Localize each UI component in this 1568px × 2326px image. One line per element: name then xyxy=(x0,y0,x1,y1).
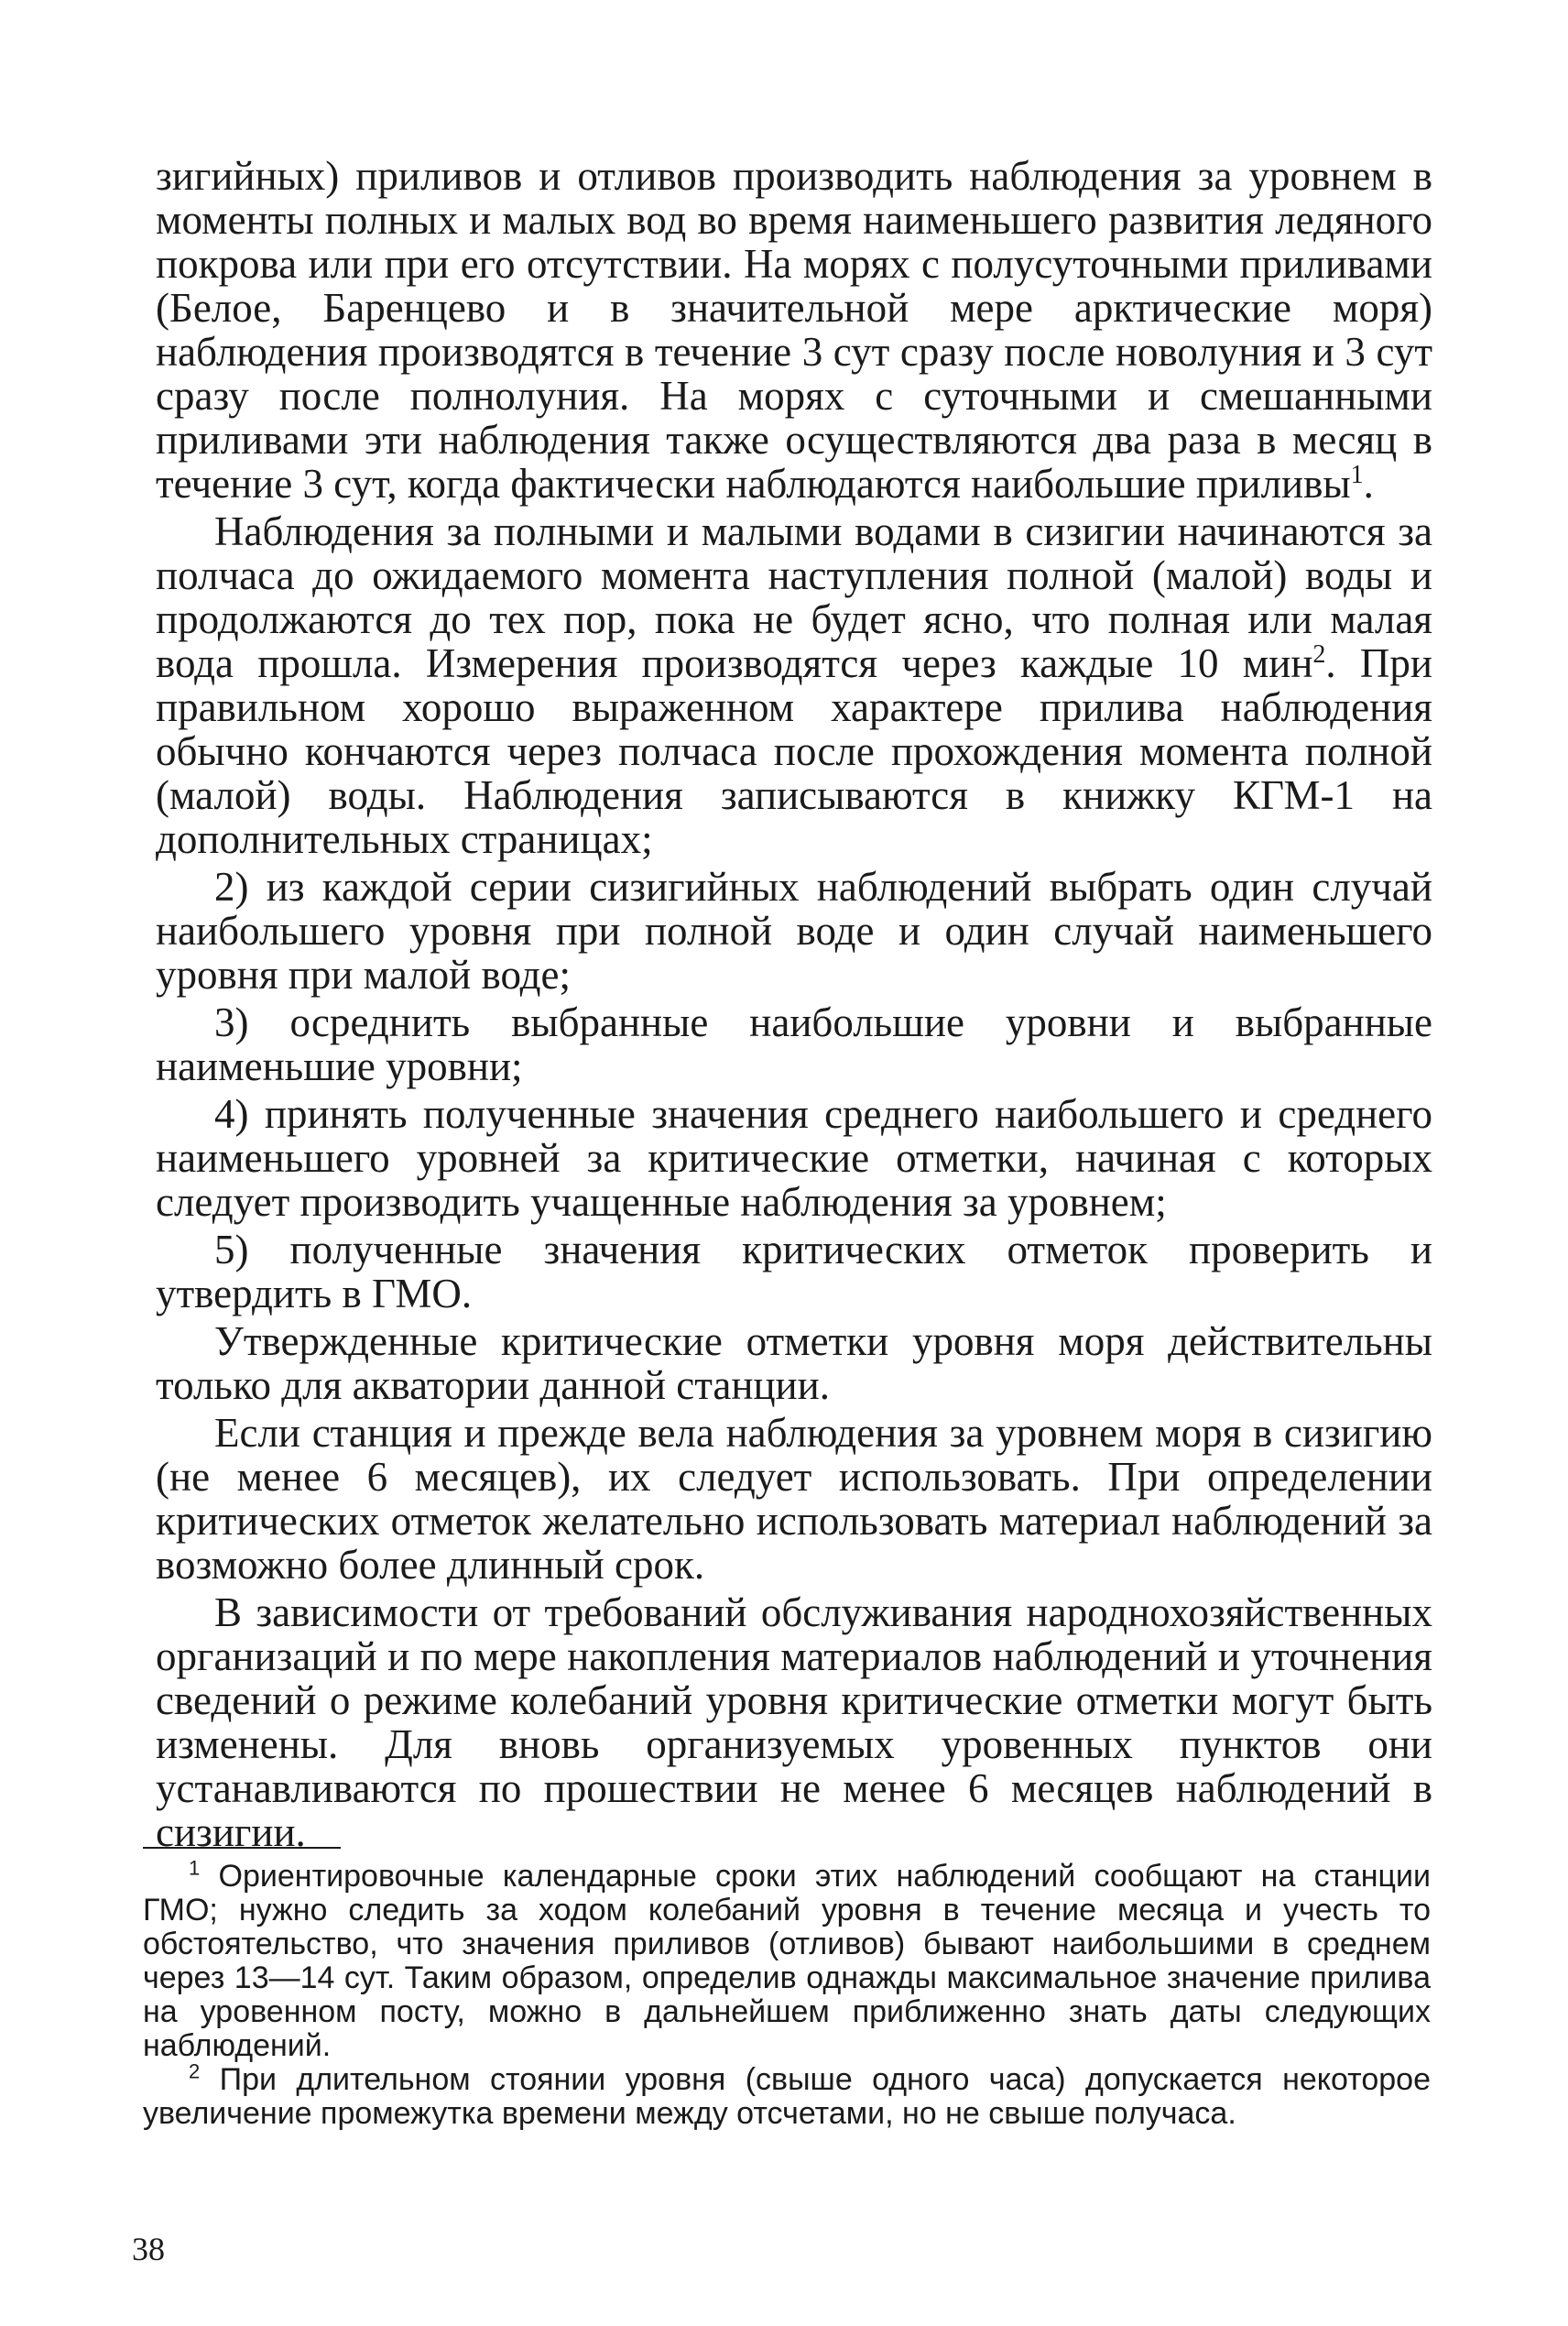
footnote: $^2$ При длительном стоянии уровня (свыше одного часа) допускается некоторое увеличение промежутка времени между отсчетами, но не свыше получаса. xyxy=(143,2059,1431,2131)
paragraph: зигийных) приливов и отливов производить наблюдения за уровнем в моменты полных и малых вод во время наименьшего развития ледяного покрова или при его отсутствии. На морях с полусуточными приливами (Белое, Баренцево и в значительной мере арктические моря) наблюдения производятся в течение 3 сут сразу после новолуния и 3 сут сразу после полнолуния. На морях с суточными и смешанными приливами эти наблюдения также осуществляются два раза в месяц в течение 3 сут, когда фактически наблюдаются наибольшие приливы$^1$. xyxy=(156,153,1432,507)
footnote-divider xyxy=(143,1847,341,1849)
footnote-ref: 2 xyxy=(1312,640,1326,669)
paragraph: Утвержденные критические отметки уровня моря действительны только для акватории данной станции. xyxy=(156,1318,1432,1408)
list-item: 3) осреднить выбранные наибольшие уровни и выбранные наименьшие уровни; xyxy=(156,999,1432,1089)
footnote-mark: 2 xyxy=(189,2059,201,2083)
list-item: 2) из каждой серии сизигийных наблюдений выбрать один случай наибольшего уровня при полной воде и один случай наименьшего уровня при малой воде; xyxy=(156,864,1432,998)
list-item: 4) принять полученные значения среднего наибольшего и среднего наименьшего уровней за критические отметки, начиная с которых следует производить учащенные наблюдения за уровнем; xyxy=(156,1091,1432,1225)
footnote: $^1$ Ориентировочные календарные сроки этих наблюдений сообщают на станции ГМО; нужно следить за ходом колебаний уровня в течение месяца и учесть то обстоятельство, что значения приливов (отливов) бывают наибольшими в среднем через 13—14 сут. Таким образом, определив однажды максимальное значение прилива на уровенном посту, можно в дальнейшем приближенно знать даты следующих наблюдений. xyxy=(143,1856,1431,2063)
list-item: 5) полученные значения критических отметок проверить и утвердить в ГМО. xyxy=(156,1227,1432,1316)
page-number: 38 xyxy=(132,2231,165,2267)
footnotes xyxy=(143,1856,1431,2131)
paragraph: В зависимости от требований обслуживания народнохозяйственных организаций и по мере накопления материалов наблюдений и уточнения сведений о режиме колебаний уровня критические отметки могут быть изменены. Для вновь организуемых уровенных пунктов они устанавливаются по прошествии не менее 6 месяцев наблюдений в сизигии. xyxy=(156,1589,1432,1855)
paragraph: Если станция и прежде вела наблюдения за уровнем моря в сизигию (не менее 6 месяцев), их следует использовать. При определении критических отметок желательно использовать материал наблюдений за возможно более длинный срок. xyxy=(156,1410,1432,1588)
paragraph: Наблюдения за полными и малыми водами в сизигии начинаются за полчаса до ожидаемого момента наступления полной (малой) воды и продолжаются до тех пор, пока не будет ясно, что полная или малая вода прошла. Измерения производятся через каждые 10 мин$^2$. При правильном хорошо выраженном характере прилива наблюдения обычно кончаются через полчаса после прохождения момента полной (малой) воды. Наблюдения записываются в книжку КГМ-1 на дополнительных страницах; xyxy=(156,508,1432,862)
footnote-mark: 1 xyxy=(189,1856,201,1880)
body-text xyxy=(156,154,1432,1858)
footnote-ref: 1 xyxy=(1350,461,1364,489)
